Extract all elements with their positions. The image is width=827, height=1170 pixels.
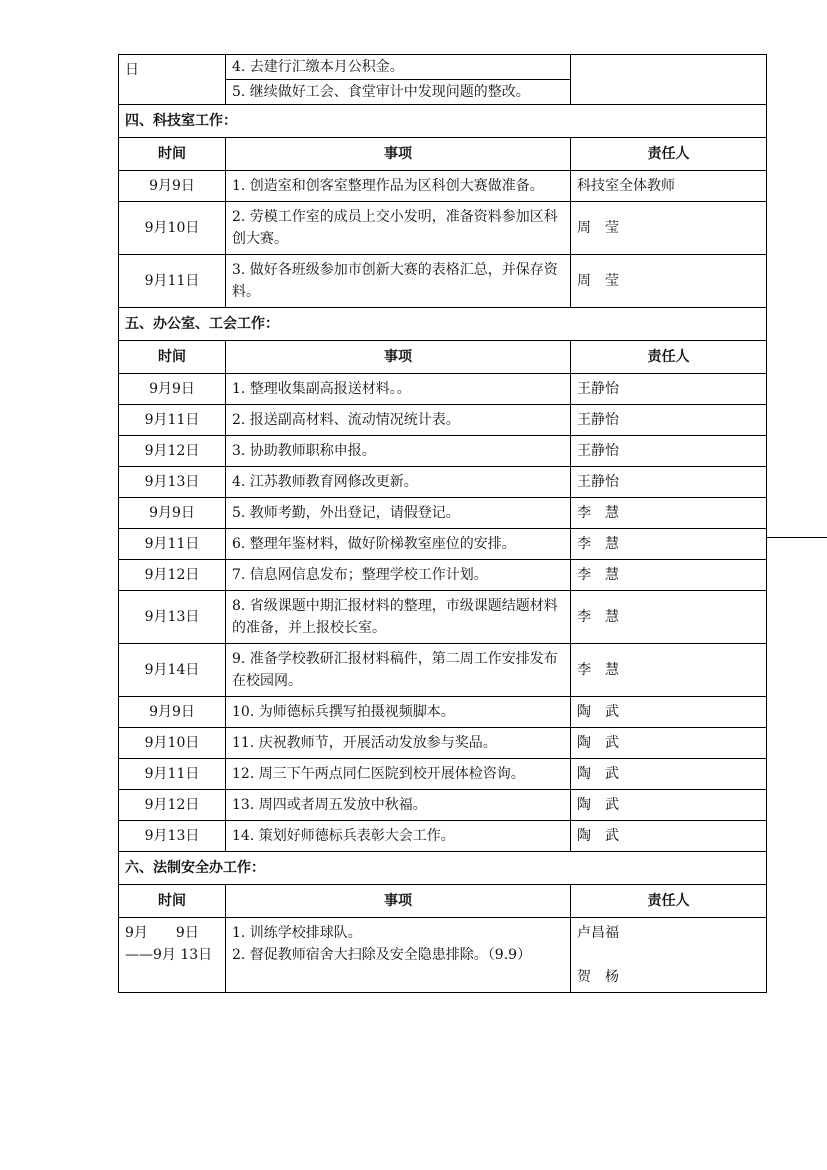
time-cell: 9月12日 [119,436,226,467]
item-cell: 3. 做好各班级参加市创新大赛的表格汇总，并保存资料。 [226,255,571,308]
table-row [119,255,767,308]
table-row [119,202,767,255]
section-title: 四、科技室工作： [119,105,767,138]
table-row [119,697,767,728]
person-cell: 周 莹 [571,255,767,308]
table-row [119,436,767,467]
item-cell [226,918,571,993]
header-item: 事项 [226,341,571,374]
item-cell: 8. 省级课题中期汇报材料的整理，市级课题结题材料的准备，并上报校长室。 [226,591,571,644]
schedule-table [118,54,767,993]
header-row [119,138,767,171]
time-cell: 9月9日 [119,697,226,728]
schedule-document [118,54,766,993]
person-cell [571,55,767,105]
time-cell: 9月12日 [119,560,226,591]
table-row [119,498,767,529]
header-item: 事项 [226,138,571,171]
person-cell: 陶 武 [571,728,767,759]
time-cell: 9月11日 [119,529,226,560]
item-cell: 10. 为师德标兵撰写拍摄视频脚本。 [226,697,571,728]
time-cell: 9月13日 [119,591,226,644]
item-cell: 12. 周三下午两点同仁医院到校开展体检咨询。 [226,759,571,790]
item-cell: 7. 信息网信息发布；整理学校工作计划。 [226,560,571,591]
table-row [119,591,767,644]
time-cell: 9月14日 [119,644,226,697]
time-cell: 9月13日 [119,467,226,498]
table-row [119,790,767,821]
stray-rule-line [766,537,827,538]
time-cell: 9月11日 [119,255,226,308]
person-cell: 李 慧 [571,529,767,560]
header-time: 时间 [119,138,226,171]
table-row [119,405,767,436]
person-cell: 李 慧 [571,591,767,644]
person-cell: 陶 武 [571,697,767,728]
item-cell: 14. 策划好师德标兵表彰大会工作。 [226,821,571,852]
item-cell: 9. 准备学校教研汇报材料稿件，第二周工作安排发布在校园网。 [226,644,571,697]
table-row [119,644,767,697]
item-cell [226,55,571,105]
spacer [577,944,760,966]
item-cell: 13. 周四或者周五发放中秋福。 [226,790,571,821]
person-cell [571,918,767,993]
table-row [119,728,767,759]
person-cell: 王静怡 [571,374,767,405]
person-cell: 科技室全体教师 [571,171,767,202]
person-text: 卢昌福 [577,925,619,941]
item-cell: 1. 整理收集副高报送材料。。 [226,374,571,405]
item-cell: 4. 江苏教师教育网修改更新。 [226,467,571,498]
person-cell: 李 慧 [571,644,767,697]
header-person: 责任人 [571,138,767,171]
item-cell: 11. 庆祝教师节，开展活动发放参与奖品。 [226,728,571,759]
person-cell: 王静怡 [571,405,767,436]
item-cell: 1. 创造室和创客室整理作品为区科创大赛做准备。 [226,171,571,202]
item-cell: 2. 报送副高材料、流动情况统计表。 [226,405,571,436]
header-item: 事项 [226,885,571,918]
time-cell: 9月13日 [119,821,226,852]
header-row [119,885,767,918]
section-title: 六、法制安全办工作： [119,852,767,885]
person-text: 贺 杨 [577,969,619,985]
person-cell: 王静怡 [571,467,767,498]
table-row [119,759,767,790]
item-text: 4. 去建行汇缴本月公积金。 [232,59,404,75]
person-cell: 周 莹 [571,202,767,255]
time-cell: 日 [119,55,226,105]
time-cell: 9月10日 [119,728,226,759]
time-cell: 9月12日 [119,790,226,821]
header-person: 责任人 [571,885,767,918]
item-text: 1. 训练学校排球队。 [232,925,362,941]
person-cell: 李 慧 [571,498,767,529]
table-row [119,171,767,202]
time-cell: 9月9日 [119,498,226,529]
time-cell: 9月9日 [119,171,226,202]
section-title: 五、办公室、工会工作： [119,308,767,341]
item-cell: 2. 劳模工作室的成员上交小发明，准备资料参加区科创大赛。 [226,202,571,255]
time-cell: 9月11日 [119,405,226,436]
item-text: 2. 督促教师宿舍大扫除及安全隐患排除。（9.9） [232,947,532,963]
person-cell: 李 慧 [571,560,767,591]
table-row [119,821,767,852]
section-title-row [119,105,767,138]
section-title-row [119,852,767,885]
time-cell: 9月 9日——9月 13日 [119,918,226,993]
table-row [119,560,767,591]
table-row [119,918,767,993]
person-cell: 陶 武 [571,790,767,821]
table-row [119,529,767,560]
header-row [119,341,767,374]
header-person: 责任人 [571,341,767,374]
time-cell: 9月10日 [119,202,226,255]
item-cell: 5. 教师考勤，外出登记，请假登记。 [226,498,571,529]
top-continuation-row [119,55,767,105]
header-time: 时间 [119,341,226,374]
header-time: 时间 [119,885,226,918]
item-cell: 3. 协助教师职称申报。 [226,436,571,467]
item-text: 5. 继续做好工会、食堂审计中发现问题的整改。 [226,80,570,105]
table-row [119,467,767,498]
person-cell: 陶 武 [571,759,767,790]
section-title-row [119,308,767,341]
person-cell: 陶 武 [571,821,767,852]
time-cell: 9月9日 [119,374,226,405]
table-row [119,374,767,405]
time-cell: 9月11日 [119,759,226,790]
item-cell: 6. 整理年鉴材料，做好阶梯教室座位的安排。 [226,529,571,560]
person-cell: 王静怡 [571,436,767,467]
